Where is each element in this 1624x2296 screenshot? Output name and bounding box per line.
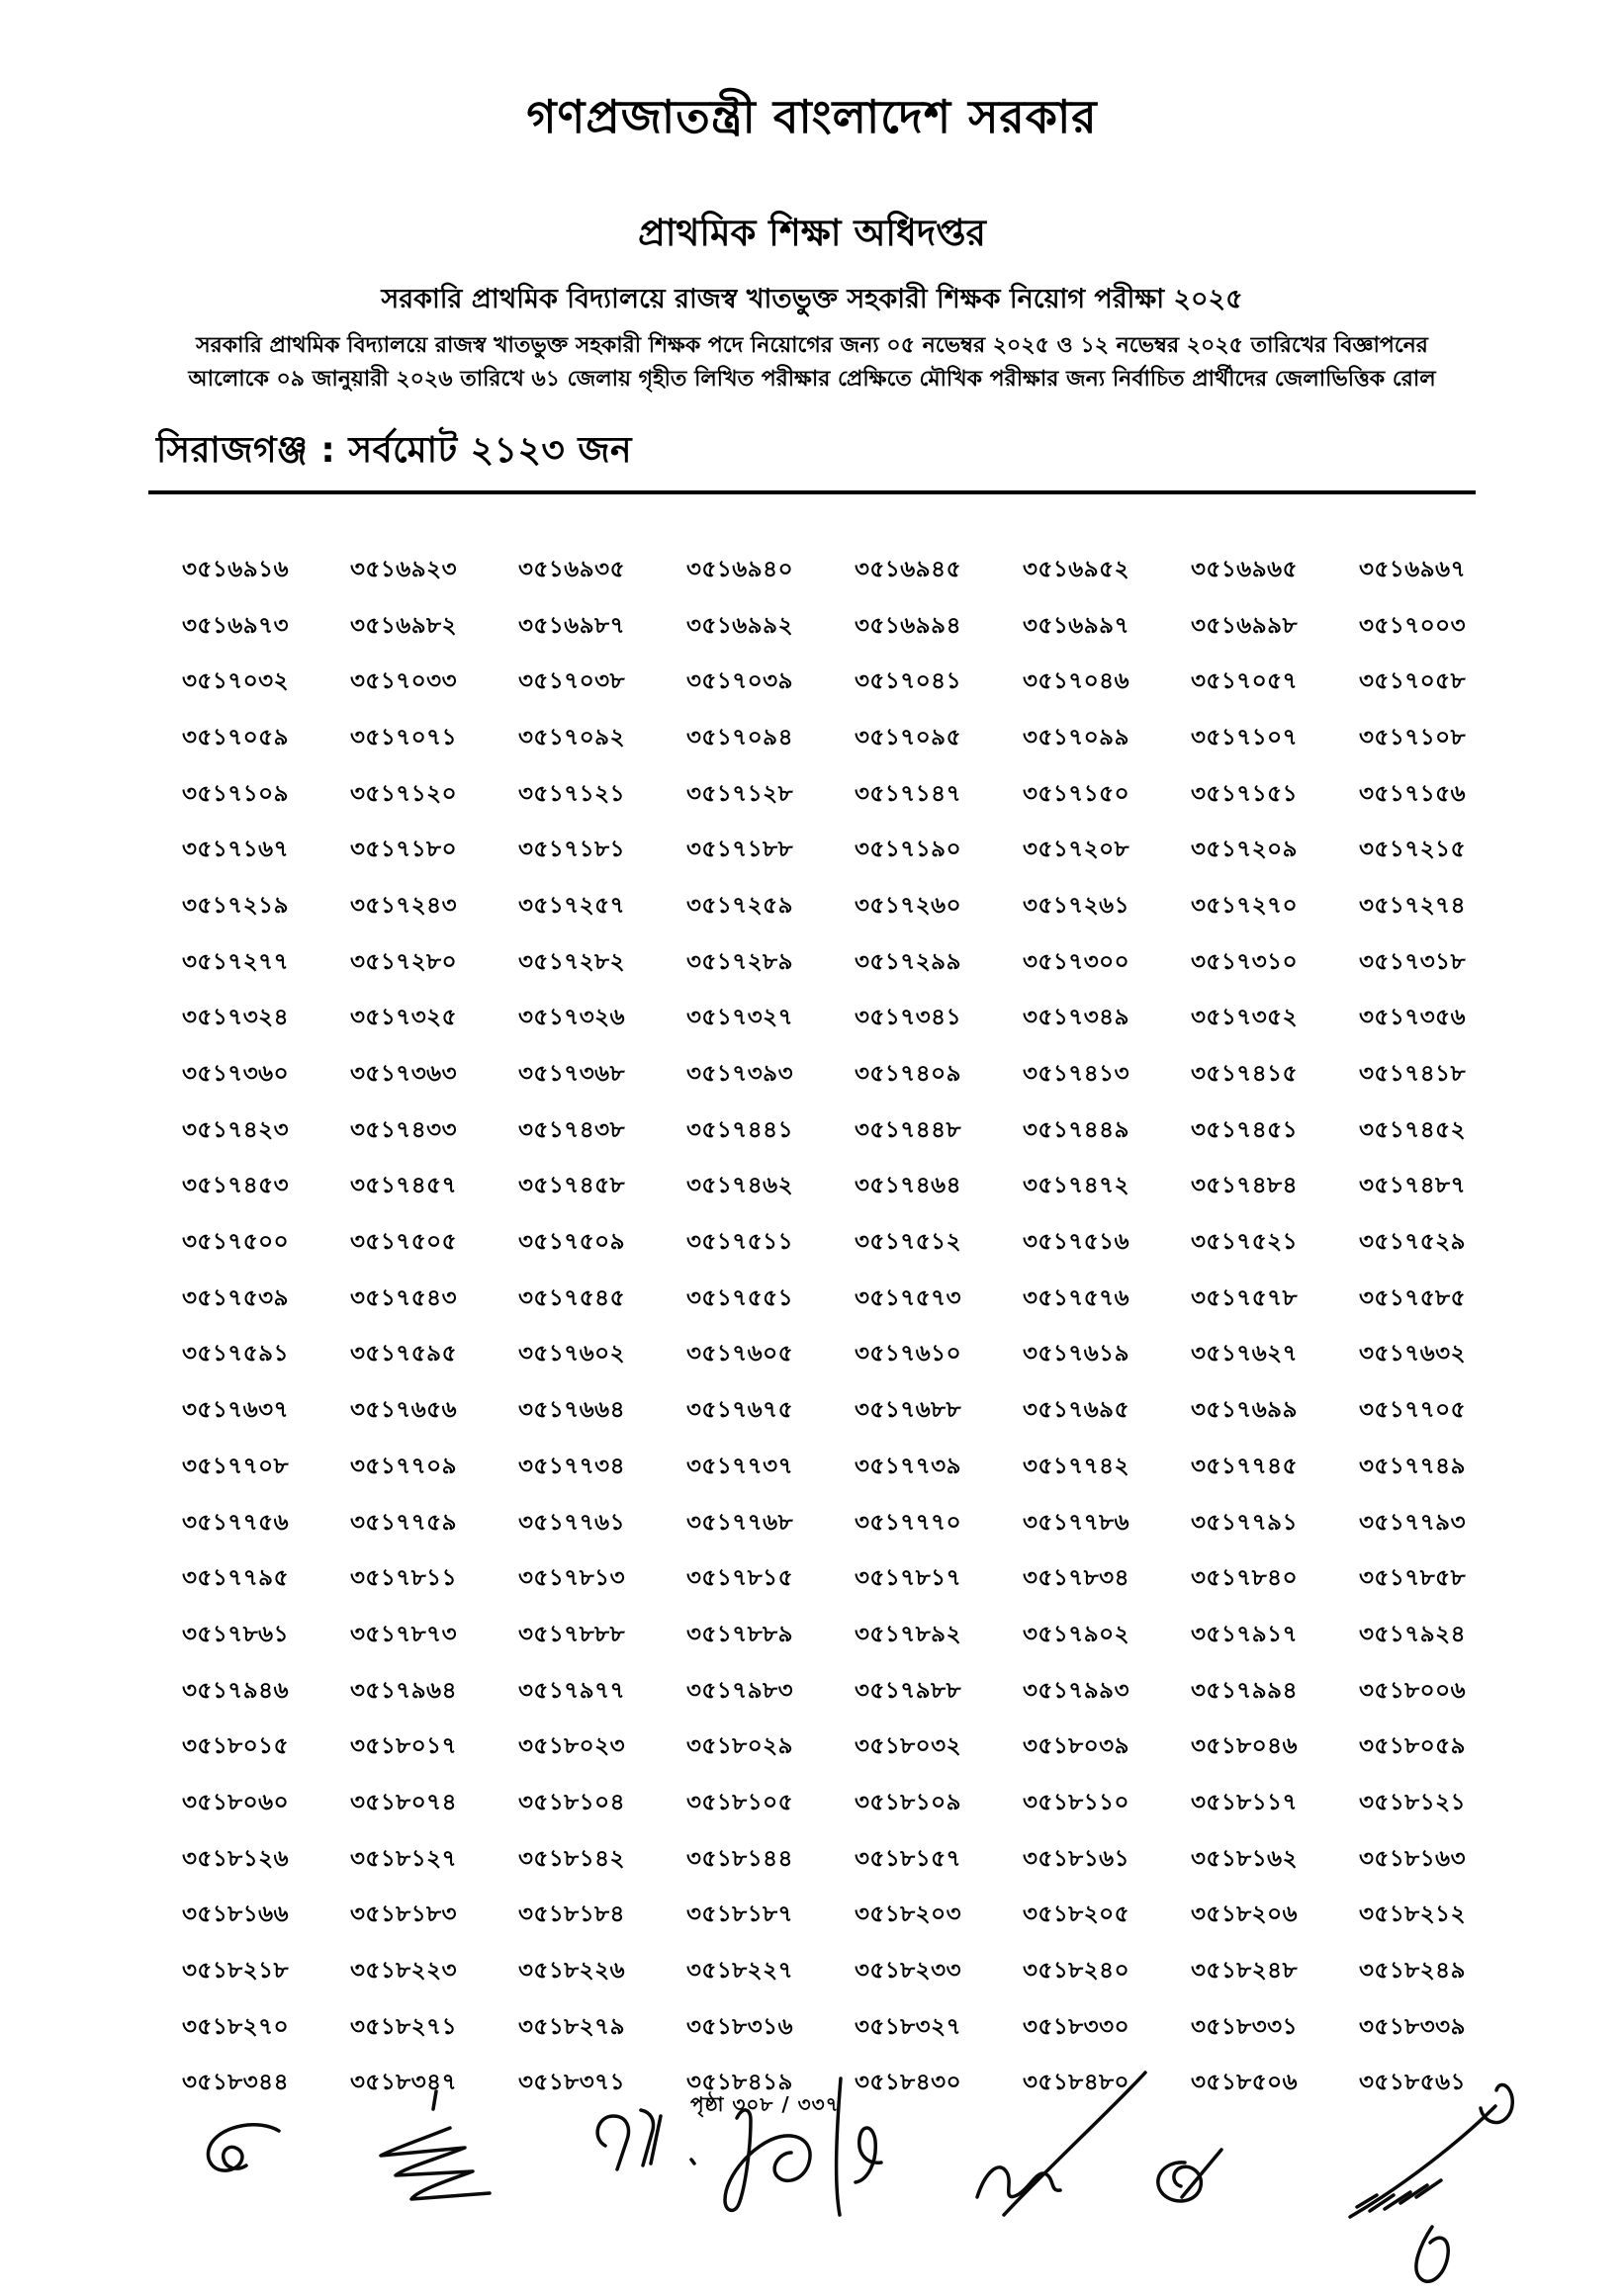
roll-number: ৩৫১৭২৮৯: [685, 948, 794, 975]
roll-number: ৩৫১৭১২১: [517, 780, 626, 807]
roll-number: ৩৫১৮৩৪৭: [349, 2070, 458, 2096]
roll-number: ৩৫১৬৯৯৭: [1022, 612, 1130, 639]
roll-number: ৩৫১৭০৫৭: [1190, 668, 1299, 695]
roll-number: ৩৫১৭৫৩৯: [181, 1284, 290, 1311]
roll-number: ৩৫১৮০১৭: [349, 1733, 458, 1760]
roll-number: ৩৫১৮১৪২: [517, 1845, 626, 1872]
roll-number: ৩৫১৮২২৭: [685, 1958, 794, 1985]
roll-number: ৩৫১৮৪৮০: [1022, 2070, 1130, 2096]
roll-number: ৩৫১৭২৭০: [1190, 892, 1299, 919]
roll-number: ৩৫১৭০৯৪: [685, 724, 794, 751]
roll-number: ৩৫১৭০৫৯: [181, 724, 290, 751]
roll-number: ৩৫১৭৭৫৯: [349, 1509, 458, 1536]
roll-number: ৩৫১৭৭৪২: [1022, 1453, 1130, 1479]
roll-number: ৩৫১৭৫২১: [1190, 1229, 1299, 1256]
roll-number: ৩৫১৭৪৫৭: [349, 1173, 458, 1199]
roll-number: ৩৫১৭৬৯৯: [1190, 1397, 1299, 1424]
roll-number: ৩৫১৮১১০: [1022, 1789, 1130, 1815]
roll-number: ৩৫১৭৭৪৫: [1190, 1453, 1299, 1479]
roll-number: ৩৫১৬৯৬৫: [1190, 556, 1299, 582]
roll-number: ৩৫১৭১২০: [349, 780, 458, 807]
roll-number: ৩৫১৭০৩৮: [517, 668, 626, 695]
roll-number: ৩৫১৭৪১৫: [1190, 1061, 1299, 1088]
roll-number: ৩৫১৭২৫৯: [685, 892, 794, 919]
roll-number: ৩৫১৭০৩৯: [685, 668, 794, 695]
signature-1: [208, 2125, 279, 2170]
notice-line-2: আলোকে ০৯ জানুয়ারী ২০২৬ তারিখে ৬১ জেলায় গৃহীত লিখিত পরীক্ষার প্রেক্ষিতে মৌখিক পরীক্ষার জন্য নির্বাচিত প্রার্থীদের জেলাভিত্তিক রোল: [188, 367, 1436, 392]
roll-number: ৩৫১৭৬৭৫: [685, 1397, 794, 1424]
roll-number: ৩৫১৮১৬৩: [1358, 1845, 1467, 1872]
roll-number: ৩৫১৭৭৭০: [854, 1509, 962, 1536]
roll-number: ৩৫১৭২৮২: [517, 948, 626, 975]
roll-number: ৩৫১৮২৪০: [1022, 1958, 1130, 1985]
roll-number: ৩৫১৮১২১: [1358, 1789, 1467, 1815]
roll-number: ৩৫১৭২১৫: [1358, 837, 1467, 863]
roll-number: ৩৫১৭৫০০: [181, 1229, 290, 1256]
roll-number: ৩৫১৮০৭৪: [349, 1789, 458, 1815]
roll-number: ৩৫১৭১০৯: [181, 780, 290, 807]
roll-number: ৩৫১৭৩০০: [1022, 948, 1130, 975]
directorate-title: প্রাথমিক শিক্ষা অধিদপ্তর: [638, 212, 986, 254]
roll-number: ৩৫১৮৩৩৯: [1358, 2013, 1467, 2040]
roll-number: ৩৫১৭৬৩৭: [181, 1397, 290, 1424]
roll-number: ৩৫১৭০৯৯: [1022, 724, 1130, 751]
roll-number-grid: [151, 542, 1496, 2111]
roll-number: ৩৫১৭৫০৫: [349, 1229, 458, 1256]
roll-number: ৩৫১৭৩২৪: [181, 1005, 290, 1031]
roll-number: ৩৫১৮২৪৯: [1358, 1958, 1467, 1985]
page-number-label: পৃষ্ঠা ৩০৮ / ৩৩৭: [690, 2092, 840, 2116]
roll-number: ৩৫১৮০৬০: [181, 1789, 290, 1815]
roll-number: ৩৫১৬৯৩৫: [517, 556, 626, 582]
roll-number: ৩৫১৭৭৯৩: [1358, 1509, 1467, 1536]
roll-number: ৩৫১৭৯৮৩: [685, 1677, 794, 1704]
roll-number: ৩৫১৭৩১৮: [1358, 948, 1467, 975]
roll-number: ৩৫১৭৩১০: [1190, 948, 1299, 975]
roll-number: ৩৫১৭৯৪৬: [181, 1677, 290, 1704]
roll-number: ৩৫১৭৩২৫: [349, 1005, 458, 1031]
roll-number: ৩৫১৭৯৮৮: [854, 1677, 962, 1704]
roll-number: ৩৫১৭৬৫৬: [349, 1397, 458, 1424]
roll-number: ৩৫১৭৬৩২: [1358, 1341, 1467, 1368]
roll-number: ৩৫১৭৭৬৮: [685, 1509, 794, 1536]
signature-7: [1350, 2084, 1512, 2281]
roll-number: ৩৫১৭৪৫৮: [517, 1173, 626, 1199]
roll-number: ৩৫১৬৯৯৪: [854, 612, 962, 639]
roll-number: ৩৫১৭৩৫২: [1190, 1005, 1299, 1031]
roll-number: ৩৫১৭৬৯৫: [1022, 1397, 1130, 1424]
roll-number: ৩৫১৭২৪৩: [349, 892, 458, 919]
roll-number: ৩৫১৭৫৭৬: [1022, 1284, 1130, 1311]
roll-number: ৩৫১৭৬০২: [517, 1341, 626, 1368]
roll-number: ৩৫১৭৪৬৪: [854, 1173, 962, 1199]
roll-number: ৩৫১৭৭৩৪: [517, 1453, 626, 1479]
roll-number: ৩৫১৭২৭৪: [1358, 892, 1467, 919]
roll-number: ৩৫১৭৮৮৮: [517, 1621, 626, 1647]
roll-number: ৩৫১৭২৮০: [349, 948, 458, 975]
roll-number: ৩৫১৭০৯৫: [854, 724, 962, 751]
roll-number: ৩৫১৭৭৩৭: [685, 1453, 794, 1479]
roll-number: ৩৫১৭৮৪০: [1190, 1565, 1299, 1592]
roll-number: ৩৫১৭৪০৯: [854, 1061, 962, 1088]
roll-number: ৩৫১৭৭৬১: [517, 1509, 626, 1536]
roll-number: ৩৫১৮২০৩: [854, 1901, 962, 1928]
roll-number: ৩৫১৭৪৫২: [1358, 1116, 1467, 1143]
roll-number: ৩৫১৮০২৩: [517, 1733, 626, 1760]
roll-number: ৩৫১৭৯৭৭: [517, 1677, 626, 1704]
roll-number: ৩৫১৭৯৯৪: [1190, 1677, 1299, 1704]
roll-number: ৩৫১৭৩৫৬: [1358, 1005, 1467, 1031]
exam-title: সরকারি প্রাথমিক বিদ্যালয়ে রাজস্ব খাতভুক্ত সহকারী শিক্ষক নিয়োগ পরীক্ষা ২০২৫: [381, 284, 1243, 314]
roll-number: ৩৫১৭৬৬৪: [517, 1397, 626, 1424]
roll-number: ৩৫১৭৭৫৬: [181, 1509, 290, 1536]
roll-number: ৩৫১৭৭৪৯: [1358, 1453, 1467, 1479]
roll-number: ৩৫১৭৬২৭: [1190, 1341, 1299, 1368]
roll-number: ৩৫১৮২২৩: [349, 1958, 458, 1985]
roll-number: ৩৫১৭৫১৬: [1022, 1229, 1130, 1256]
roll-number: ৩৫১৭০৭১: [349, 724, 458, 751]
roll-number: ৩৫১৮৩৭১: [517, 2070, 626, 2096]
roll-number: ৩৫১৭৮৯২: [854, 1621, 962, 1647]
roll-number: ৩৫১৭৭৯১: [1190, 1509, 1299, 1536]
roll-number: ৩৫১৭৪৪৮: [854, 1116, 962, 1143]
roll-number: ৩৫১৭৩৪১: [854, 1005, 962, 1031]
roll-number: ৩৫১৮১৬১: [1022, 1845, 1130, 1872]
roll-number: ৩৫১৬৯১৬: [181, 556, 290, 582]
roll-number: ৩৫১৮৫৬১: [1358, 2070, 1467, 2096]
notice-line-1: সরকারি প্রাথমিক বিদ্যালয়ে রাজস্ব খাতভুক্ত সহকারী শিক্ষক পদে নিয়োগের জন্য ০৫ নভেম্বর ২০২৫ ও ১২ নভেম্বর ২০২৫ তারিখের বিজ্ঞাপনের: [196, 333, 1428, 358]
roll-number: ৩৫১৮০৩২: [854, 1733, 962, 1760]
signature-3: [597, 2110, 694, 2169]
roll-number: ৩৫১৭৪৫৩: [181, 1173, 290, 1199]
roll-number: ৩৫১৮২০৫: [1022, 1901, 1130, 1928]
roll-number: ৩৫১৭১৮০: [349, 837, 458, 863]
roll-number: ৩৫১৭১৮৮: [685, 837, 794, 863]
roll-number: ৩৫১৭৫০৯: [517, 1229, 626, 1256]
roll-number: ৩৫১৭২৬০: [854, 892, 962, 919]
roll-number: ৩৫১৮২১২: [1358, 1901, 1467, 1928]
roll-number: ৩৫১৮২১৮: [181, 1958, 290, 1985]
roll-number: ৩৫১৮৩৩০: [1022, 2013, 1130, 2040]
roll-number: ৩৫১৭২০৯: [1190, 837, 1299, 863]
roll-number: ৩৫১৭৫৫১: [685, 1284, 794, 1311]
roll-number: ৩৫১৭৪৪১: [685, 1116, 794, 1143]
roll-number: ৩৫১৮৪৩০: [854, 2070, 962, 2096]
roll-number: ৩৫১৭০৩৩: [349, 668, 458, 695]
roll-number: ৩৫১৭১০৮: [1358, 724, 1467, 751]
roll-number: ৩৫১৮৫০৬: [1190, 2070, 1299, 2096]
roll-number: ৩৫১৬৯৫২: [1022, 556, 1130, 582]
roll-number: ৩৫১৮০৫৯: [1358, 1733, 1467, 1760]
roll-number: ৩৫১৭৫২৯: [1358, 1229, 1467, 1256]
roll-number: ৩৫১৭১৮১: [517, 837, 626, 863]
roll-number: ৩৫১৮০১৫: [181, 1733, 290, 1760]
roll-number: ৩৫১৭২৭৭: [181, 948, 290, 975]
roll-number: ৩৫১৭৪৮৭: [1358, 1173, 1467, 1199]
roll-number: ৩৫১৭২১৯: [181, 892, 290, 919]
roll-number: ৩৫১৭৫৯৫: [349, 1341, 458, 1368]
roll-number: ৩৫১৭০৫৮: [1358, 668, 1467, 695]
roll-number: ৩৫১৮২৩৩: [854, 1958, 962, 1985]
roll-number: ৩৫১৭৯০২: [1022, 1621, 1130, 1647]
government-title: গণপ্রজাতন্ত্রী বাংলাদেশ সরকার: [526, 90, 1098, 143]
roll-number: ৩৫১৮১১৭: [1190, 1789, 1299, 1815]
roll-number: ৩৫১৭৪৬২: [685, 1173, 794, 1199]
roll-number: ৩৫১৭৫৪৫: [517, 1284, 626, 1311]
roll-number: ৩৫১৬৯৬৭: [1358, 556, 1467, 582]
roll-number: ৩৫১৭৪২৩: [181, 1116, 290, 1143]
roll-number: ৩৫১৭৫৭৮: [1190, 1284, 1299, 1311]
roll-number: ৩৫১৭৮১৩: [517, 1565, 626, 1592]
roll-number: ৩৫১৭৮১৭: [854, 1565, 962, 1592]
roll-number: ৩৫১৮২২৬: [517, 1958, 626, 1985]
roll-number: ৩৫১৭১৬৭: [181, 837, 290, 863]
roll-number: ৩৫১৭৬১৯: [1022, 1341, 1130, 1368]
roll-number: ৩৫১৬৯৮২: [349, 612, 458, 639]
roll-number: ৩৫১৭৫১১: [685, 1229, 794, 1256]
roll-number: ৩৫১৮২৪৮: [1190, 1958, 1299, 1985]
roll-number: ৩৫১৭৮৮৯: [685, 1621, 794, 1647]
roll-number: ৩৫১৭৪৪৯: [1022, 1116, 1130, 1143]
roll-number: ৩৫১৮১২৬: [181, 1845, 290, 1872]
roll-number: ৩৫১৬৯৪৫: [854, 556, 962, 582]
roll-number: ৩৫১৭১২৮: [685, 780, 794, 807]
roll-number: ৩৫১৭৬০৫: [685, 1341, 794, 1368]
roll-number: ৩৫১৬৯৯৮: [1190, 612, 1299, 639]
roll-number: ৩৫১৮৩২৭: [854, 2013, 962, 2040]
roll-number: ৩৫১৭৩৬০: [181, 1061, 290, 1088]
roll-number: ৩৫১৭৫৭৩: [854, 1284, 962, 1311]
roll-number: ৩৫১৭৭৮৬: [1022, 1509, 1130, 1536]
roll-number: ৩৫১৭৬১০: [854, 1341, 962, 1368]
roll-number: ৩৫১৮১৮৪: [517, 1901, 625, 1928]
roll-number: ৩৫১৮০৪৬: [1190, 1733, 1299, 1760]
roll-number: ৩৫১৭৭৯৫: [181, 1565, 290, 1592]
signature-6: [1158, 2150, 1221, 2201]
roll-number: ৩৫১৭৮৫৮: [1358, 1565, 1467, 1592]
roll-number: ৩৫১৭১৫৬: [1358, 780, 1467, 807]
roll-number: ৩৫১৭৪৫১: [1190, 1116, 1299, 1143]
roll-number: ৩৫১৭৪৮৪: [1190, 1173, 1299, 1199]
roll-number: ৩৫১৮২০৬: [1190, 1901, 1299, 1928]
roll-number: ৩৫১৭৯৬৪: [349, 1677, 458, 1704]
roll-number: ৩৫১৭৭০৮: [181, 1453, 290, 1479]
roll-number: ৩৫১৭৫১২: [854, 1229, 962, 1256]
roll-number: ৩৫১৭১৯০: [854, 837, 962, 863]
roll-number: ৩৫১৭৩৬৩: [349, 1061, 458, 1088]
roll-number: ৩৫১৭০৩২: [181, 668, 290, 695]
horizontal-rule: [148, 490, 1476, 494]
roll-number: ৩৫১৮১৮৭: [685, 1901, 794, 1928]
roll-number: ৩৫১৬৯২৩: [349, 556, 458, 582]
roll-number: ৩৫১৭২৯৯: [854, 948, 962, 975]
roll-number: ৩৫১৮১৬২: [1190, 1845, 1299, 1872]
roll-number: ৩৫১৭৫৪৩: [349, 1284, 458, 1311]
roll-number: ৩৫১৮৪১৯: [685, 2070, 793, 2096]
roll-number: ৩৫১৮১৮৩: [349, 1901, 458, 1928]
roll-number: ৩৫১৭৩৬৮: [517, 1061, 626, 1088]
roll-number: ৩৫১৮০৩৯: [1022, 1733, 1130, 1760]
roll-number: ৩৫১৭৭৩৯: [854, 1453, 962, 1479]
roll-number: ৩৫১৮৩৩১: [1190, 2013, 1299, 2040]
roll-number: ৩৫১৮২৭৯: [517, 2013, 626, 2040]
roll-number: ৩৫১৬৯৪০: [685, 556, 794, 582]
roll-number: ৩৫১৭৩২৭: [685, 1005, 794, 1031]
roll-number: ৩৫১৮১৬৬: [181, 1901, 290, 1928]
roll-number: ৩৫১৭৫৮৫: [1358, 1284, 1467, 1311]
roll-number: ৩৫১৮৩১৬: [685, 2013, 794, 2040]
notice-paragraph: [0, 329, 1624, 397]
roll-number: ৩৫১৮১০৫: [685, 1789, 794, 1815]
roll-number: ৩৫১৭৫৯১: [181, 1341, 290, 1368]
roll-number: ৩৫১৮১০৯: [854, 1789, 962, 1815]
roll-number: ৩৫১৭৮৬১: [181, 1621, 290, 1647]
roll-number: ৩৫১৮২৭১: [349, 2013, 458, 2040]
roll-number: ৩৫১৮৩৪৪: [181, 2070, 290, 2096]
roll-number: ৩৫১৭৩৪৯: [1022, 1005, 1130, 1031]
roll-number: ৩৫১৭৪১৩: [1022, 1061, 1130, 1088]
roll-number: ৩৫১৮০২৯: [685, 1733, 794, 1760]
roll-number: ৩৫১৭১৫১: [1190, 780, 1299, 807]
roll-number: ৩৫১৮১৪৪: [685, 1845, 793, 1872]
district-total-heading: সিরাজগঞ্জ : সর্বমোট ২১২৩ জন: [156, 430, 633, 471]
roll-number: ৩৫১৮০০৬: [1358, 1677, 1467, 1704]
roll-number: ৩৫১৮১০৪: [517, 1789, 626, 1815]
roll-number: ৩৫১৬৯৭৩: [181, 612, 290, 639]
roll-number: ৩৫১৭৮৩৪: [1022, 1565, 1130, 1592]
roll-number: ৩৫১৭৮১১: [349, 1565, 458, 1592]
roll-number: ৩৫১৭৯২৪: [1358, 1621, 1467, 1647]
roll-number: ৩৫১৭০৪৬: [1022, 668, 1130, 695]
roll-number: ৩৫১৮২৭০: [181, 2013, 290, 2040]
roll-number: ৩৫১৭৪১৮: [1358, 1061, 1467, 1088]
roll-number: ৩৫১৭১৪৭: [854, 780, 962, 807]
roll-number: ৩৫১৭৮৭৩: [349, 1621, 458, 1647]
roll-number: ৩৫১৭২০৮: [1022, 837, 1130, 863]
roll-number: ৩৫১৬৯৯২: [685, 612, 794, 639]
roll-number: ৩৫১৭০০৩: [1358, 612, 1467, 639]
signature-2: [381, 2128, 490, 2199]
roll-number: ৩৫১৭৩২৬: [517, 1005, 626, 1031]
roll-number: ৩৫১৭১০৭: [1190, 724, 1299, 751]
roll-number: ৩৫১৭০৯২: [517, 724, 626, 751]
roll-number: ৩৫১৭৪৭২: [1022, 1173, 1130, 1199]
roll-number: ৩৫১৬৯৮৭: [517, 612, 626, 639]
roll-number: ৩৫১৭৬৮৮: [854, 1397, 962, 1424]
roll-number: ৩৫১৭৯১৭: [1190, 1621, 1299, 1647]
roll-number: ৩৫১৭১৫০: [1022, 780, 1130, 807]
roll-number: ৩৫১৭৭০৯: [349, 1453, 458, 1479]
roll-number: ৩৫১৭৩৯৩: [685, 1061, 794, 1088]
roll-number: ৩৫১৮১২৭: [349, 1845, 458, 1872]
roll-number: ৩৫১৭৪৩৮: [517, 1116, 626, 1143]
roll-number: ৩৫১৭৪৩৩: [349, 1116, 458, 1143]
roll-number: ৩৫১৭২৬১: [1022, 892, 1130, 919]
roll-number: ৩৫১৭৭০৫: [1358, 1397, 1467, 1424]
roll-number: ৩৫১৭৯৯৩: [1022, 1677, 1130, 1704]
roll-number: ৩৫১৭২৫৭: [517, 892, 626, 919]
roll-number: ৩৫১৮১৫৭: [854, 1845, 962, 1872]
roll-number: ৩৫১৭৮১৫: [685, 1565, 794, 1592]
roll-number: ৩৫১৭০৪১: [854, 668, 962, 695]
